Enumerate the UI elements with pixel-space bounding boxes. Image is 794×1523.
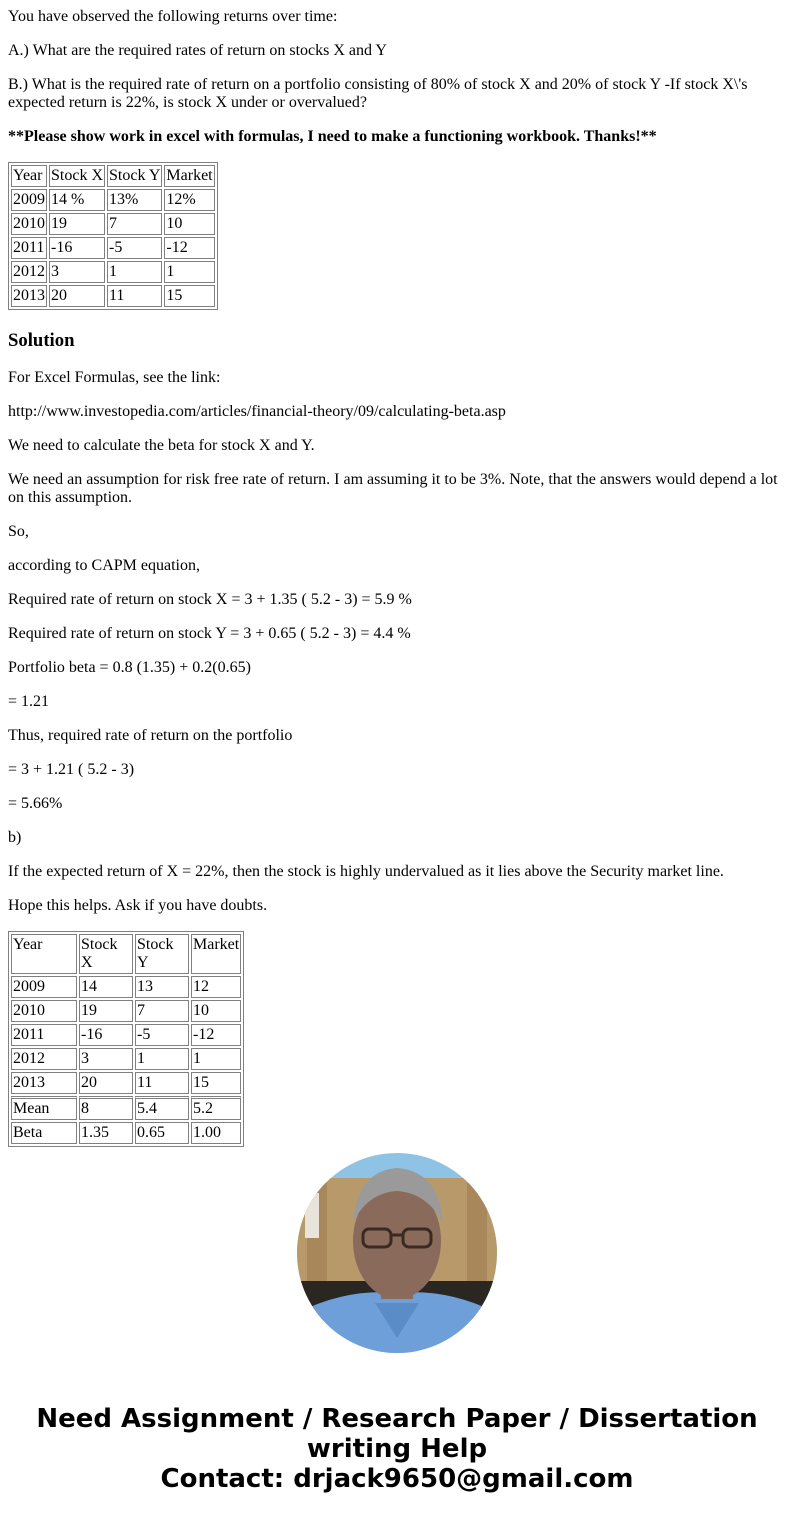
- table-cell: 14 %: [49, 189, 105, 211]
- author-avatar: [297, 1153, 497, 1353]
- table-cell: 15: [164, 285, 214, 307]
- table-cell: 5.4: [135, 1096, 189, 1120]
- header-cell: Market: [191, 934, 241, 974]
- person-photo-avatar-icon: [297, 1153, 497, 1353]
- table-cell: 19: [49, 213, 105, 235]
- solution-line: For Excel Formulas, see the link:: [8, 369, 221, 386]
- table-cell: -12: [164, 237, 214, 259]
- table-cell: -16: [49, 237, 105, 259]
- header-cell: Stock Y: [107, 165, 162, 187]
- table-cell: 2013: [11, 1072, 77, 1094]
- table-row: [11, 1072, 241, 1094]
- table-cell: 19: [79, 1000, 133, 1022]
- table-row: [11, 213, 215, 235]
- table-cell: 11: [107, 285, 162, 307]
- table-cell: -5: [135, 1024, 189, 1046]
- table-cell: 15: [191, 1072, 241, 1094]
- table-cell: 14: [79, 976, 133, 998]
- footer-contact-line: Contact: drjack9650@gmail.com: [160, 1464, 634, 1494]
- solution-line: = 5.66%: [8, 795, 63, 812]
- table-cell: -16: [79, 1024, 133, 1046]
- solution-link: http://www.investopedia.com/articles/financial-theory/09/calculating-beta.asp: [8, 403, 506, 420]
- table-cell: 2012: [11, 1048, 77, 1070]
- table-row: [11, 261, 215, 283]
- header-cell: Market: [164, 165, 214, 187]
- solution-line: Portfolio beta = 0.8 (1.35) + 0.2(0.65): [8, 659, 251, 676]
- solution-line: We need to calculate the beta for stock X and Y.: [8, 437, 315, 454]
- question-intro: You have observed the following returns over time:: [8, 8, 338, 25]
- table-cell: 1: [107, 261, 162, 283]
- table-cell: 7: [107, 213, 162, 235]
- contact-footer: [0, 1404, 794, 1494]
- table-row: [11, 1024, 241, 1046]
- solution-line: b): [8, 829, 22, 846]
- header-cell: Year: [11, 165, 47, 187]
- solution-line: Required rate of return on stock Y = 3 + 0.65 ( 5.2 - 3) = 4.4 %: [8, 625, 411, 642]
- table-cell: 10: [191, 1000, 241, 1022]
- solution-line: Hope this helps. Ask if you have doubts.: [8, 897, 268, 914]
- table-cell: 2010: [11, 1000, 77, 1022]
- table-cell: 2011: [11, 237, 47, 259]
- solution-line: So,: [8, 523, 29, 540]
- table-cell: 3: [49, 261, 105, 283]
- table-cell: 3: [79, 1048, 133, 1070]
- solution-line: according to CAPM equation,: [8, 557, 200, 574]
- header-cell: Year: [11, 934, 77, 974]
- question-table-wrapper: [8, 162, 786, 310]
- table-cell: Mean: [11, 1096, 77, 1120]
- table-cell: 2012: [11, 261, 47, 283]
- table-cell: 1: [191, 1048, 241, 1070]
- solution-line: If the expected return of X = 22%, then the stock is highly undervalued as it lies above the Security market line.: [8, 863, 724, 880]
- footer-line-1: Need Assignment / Research Paper / Dissertation: [36, 1404, 758, 1434]
- table-cell: Beta: [11, 1122, 77, 1144]
- table-cell: 0.65: [135, 1122, 189, 1144]
- table-cell: 2013: [11, 285, 47, 307]
- table-cell: 11: [135, 1072, 189, 1094]
- solution-line: = 1.21: [8, 693, 50, 710]
- table-row-beta: [11, 1122, 241, 1144]
- table-cell: 1: [135, 1048, 189, 1070]
- table-cell: 2011: [11, 1024, 77, 1046]
- table-row: [11, 189, 215, 211]
- table-cell: 7: [135, 1000, 189, 1022]
- solution-table-wrapper: [8, 931, 786, 1147]
- table-cell: 12%: [164, 189, 214, 211]
- table-cell: 1.00: [191, 1122, 241, 1144]
- solution-line: We need an assumption for risk free rate of return. I am assuming it to be 3%. Note, that the answers would depend a lot on this assumption.: [8, 471, 778, 506]
- table-cell: 2010: [11, 213, 47, 235]
- table-cell: 13%: [107, 189, 162, 211]
- header-cell: Stock Y: [135, 934, 189, 974]
- table-row: [11, 237, 215, 259]
- table-cell: 2009: [11, 189, 47, 211]
- header-cell: Stock X: [49, 165, 105, 187]
- question-request: **Please show work in excel with formulas, I need to make a functioning workbook. Thanks!**: [8, 128, 657, 145]
- table-cell: 20: [49, 285, 105, 307]
- table-row: [11, 1000, 241, 1022]
- table-cell: 20: [79, 1072, 133, 1094]
- table-row: [11, 1048, 241, 1070]
- table-cell: 13: [135, 976, 189, 998]
- table-cell: -12: [191, 1024, 241, 1046]
- solution-beta-table: [8, 931, 244, 1147]
- table-row: [11, 976, 241, 998]
- table-cell: 2009: [11, 976, 77, 998]
- table-cell: -5: [107, 237, 162, 259]
- footer-line-2: writing Help: [306, 1434, 488, 1464]
- table-cell: 10: [164, 213, 214, 235]
- table-cell: 1: [164, 261, 214, 283]
- header-cell: Stock X: [79, 934, 133, 974]
- question-part-a: A.) What are the required rates of return on stocks X and Y: [8, 42, 387, 59]
- question-returns-table: [8, 162, 218, 310]
- table-row-mean: [11, 1096, 241, 1120]
- table-cell: 8: [79, 1096, 133, 1120]
- question-part-b: B.) What is the required rate of return on a portfolio consisting of 80% of stock X and 20% of stock Y -If stock X\'s expected return is 22%, is stock X under or overvalued?: [8, 76, 748, 111]
- solution-heading: Solution: [8, 330, 75, 351]
- solution-line: Thus, required rate of return on the portfolio: [8, 727, 293, 744]
- solution-line: = 3 + 1.21 ( 5.2 - 3): [8, 761, 135, 778]
- table-cell: 1.35: [79, 1122, 133, 1144]
- table-cell: 12: [191, 976, 241, 998]
- table-header-row: [11, 934, 241, 974]
- solution-line: Required rate of return on stock X = 3 + 1.35 ( 5.2 - 3) = 5.9 %: [8, 591, 412, 608]
- table-header-row: [11, 165, 215, 187]
- table-row: [11, 285, 215, 307]
- table-cell: 5.2: [191, 1096, 241, 1120]
